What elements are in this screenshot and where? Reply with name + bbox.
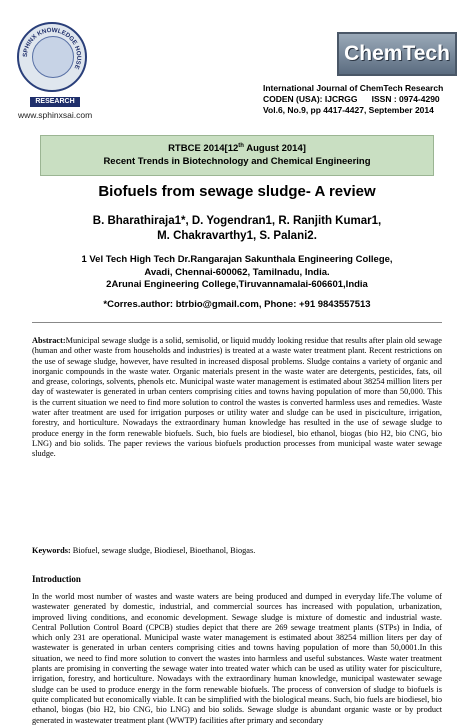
authors xyxy=(40,214,434,244)
abstract-label: Abstract: xyxy=(32,336,66,345)
corresponding-author: *Corres.author: btrbio@gmail.com, Phone: +91 9843557513 xyxy=(103,299,371,310)
conference-box xyxy=(40,135,434,176)
paper-title: Biofuels from sewage sludge- A review xyxy=(98,183,376,200)
sphinx-logo xyxy=(17,22,87,92)
journal-volume: Vol.6, No.9, pp 4417-4427, September 2014 xyxy=(263,105,434,115)
keywords-text: Biofuel, sewage sludge, Biodiesel, Bioethanol, Biogas. xyxy=(70,546,256,555)
journal-coden: CODEN (USA): IJCRGG ISSN : 0974-4290 xyxy=(263,94,440,104)
conference-line1: RTBCE 2014[12th August 2014] xyxy=(168,142,306,154)
affiliation-1: 1 Vel Tech High Tech Dr.Rangarajan Sakunthala Engineering College, xyxy=(81,254,393,265)
abstract xyxy=(32,336,442,460)
keywords xyxy=(32,546,442,556)
conference-line2: Recent Trends in Biotechnology and Chemical Engineering xyxy=(103,156,371,167)
sphinx-emblem-icon xyxy=(32,36,74,78)
website-link[interactable]: www.sphinxsai.com xyxy=(18,110,93,120)
journal-info xyxy=(263,83,463,116)
affiliation-1-city: Avadi, Chennai-600062, Tamilnadu, India. xyxy=(144,266,330,278)
keywords-label: Keywords: xyxy=(32,546,71,555)
journal-name: International Journal of ChemTech Research xyxy=(263,83,444,93)
abstract-text: Municipal sewage sludge is a solid, semisolid, or liquid muddy looking residue that results after plain old sewage (human and other waste from households and industries) is treated at a waste water treatment plant. Recent restrictions on the use of sewage sludge, however, have resulted in increased disposal problems. Sludge contains a variety of organic and inorganic compounds in the waste water. Organic materials present in the waste water are detergents, pesticides, fats, oil and grease, colorings, solvents, phenols etc. Municipal waste water management is estimated about 38254 million liters per day of wastewater is generated in urban centers comprising cities and towns having population of more than 50,000. This is the current situation we need to find more solution to control the wastes is converted harmless uses and remedies. Waste water after treatment are used for irrigation purposes or utility water and sludge can be used in pisciculture, irrigation, forestry, and horticulture. Nowadays the extraordinary human knowledge has resulted in the use of sewage sludge to produce energy in the form renewable biofuels. Such, bio fuels are biodiesel, bio ethanol, biogas (bio H2, bio CNG, bio LNG) and bio solids. The paper reviews the various biofuels production processes from municipal waste water sewage sludge. xyxy=(32,336,442,459)
authors-line1: B. Bharathiraja1*, D. Yogendran1, R. Ranjith Kumar1, xyxy=(92,215,382,227)
introduction-text: In the world most number of wastes and waste waters are being produced and dumped in everyday life.The volume of wastewater generated by domestic, industrial, and commercial sources has increased with population, urbanization, improved living conditions, and economic development. Sewage sludge is mixture of domestic and industrial waste. Central Pollution Control Board (CPCB) studies depict that there are 269 sewage treatment plants (STPs) in India, of which only 231 are operational. Municipal waste water management is estimated about 38254 million liters per day of wastewater is generated in urban centers comprising cities and towns having population of more than 50,0001.In this situation, we need to find more solution to convert the wastes into harmless and useful substances. Waste water treatment plants are promising in converting the sewage water into treated water which can be used as utility water for pisciculture, irrigation, forestry, and horticulture. Nowadays with the extraordinary human knowledge, municipal wastewater sewage sludge can be used to produce energy in the form renewable biofuels. The process of conversion of sludge to biofuels is quite complicated but economically viable. It can be simplified with the biological means. Such, bio fuels are biodiesel, bio ethanol, biogas (bio H2, bio CNG, bio LNG) and bio solids. Sewage sludge is abundant organic waste or by product generated in wastewater treatment plant (WWTP) facilities after primary and secondary xyxy=(32,592,442,725)
affiliation-2: 2Arunai Engineering College,Tiruvannamalai-606601,India xyxy=(106,279,368,290)
authors-line2: M. Chakravarthy1, S. Palani2. xyxy=(157,230,317,242)
affiliations xyxy=(40,254,434,292)
divider xyxy=(32,322,442,323)
logo-ring-label: SPHINX KNOWLEDGE HOUSE xyxy=(21,26,83,71)
introduction-heading: Introduction xyxy=(32,574,81,584)
chemtech-brand: ChemTech xyxy=(337,32,457,76)
logo-banner: RESEARCH xyxy=(30,97,80,107)
